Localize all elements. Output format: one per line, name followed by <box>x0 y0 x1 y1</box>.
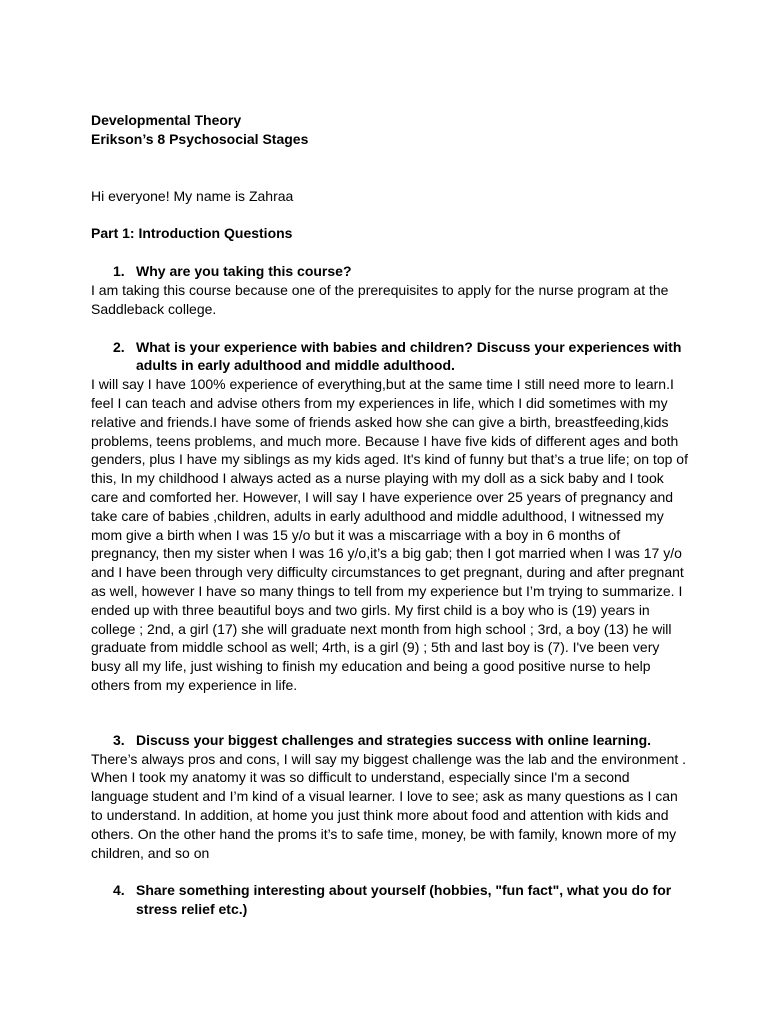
answer-3: There’s always pros and cons, I will say my biggest challenge was the lab and the environment . When I took my anatomy it was so difficult to understand, especially since I'm a second language student and I’m kind of a visual learner. I love to see; ask as many questions as I can to understand. In addition, at home you just think more about food and attention with kids and others. On the other hand the proms it’s to safe time, money, be with family, known more of my children, and so on <box>91 750 687 861</box>
document-title: Developmental Theory <box>91 112 242 128</box>
question-4 <box>91 881 691 919</box>
document-subtitle: Erikson’s 8 Psychosocial Stages <box>91 130 309 147</box>
question-text: What is your experience with babies and children? Discuss your experiences with adults in early adulthood and middle adulthood. <box>136 338 682 374</box>
question-2 <box>91 338 691 376</box>
question-number: 2. <box>113 338 125 355</box>
question-3 <box>91 731 691 750</box>
question-text: Share something interesting about yourself (hobbies, "fun fact", what you do for stress relief etc.) <box>136 882 672 918</box>
question-number: 1. <box>113 263 125 280</box>
document-body <box>91 111 691 919</box>
question-number: 4. <box>113 882 125 899</box>
question-text: Discuss your biggest challenges and strategies success with online learning. <box>136 731 652 748</box>
answer-1: I am taking this course because one of the prerequisites to apply for the nurse program at the Saddleback college. <box>91 281 669 317</box>
question-number: 3. <box>113 731 125 748</box>
part-heading: Part 1: Introduction Questions <box>91 225 293 242</box>
question-1 <box>91 262 691 281</box>
greeting-text: Hi everyone! My name is Zahraa <box>91 187 294 204</box>
answer-2: I will say I have 100% experience of everything,but at the same time I still need more to learn.I feel I can teach and advise others from my experiences in life, which I did sometimes with my relative and friends.I have some of friends asked how she can give a birth, breastfeeding,kids problems, teens problems, and much more. Because I have five kids of different ages and both genders, plus I have my siblings as my kids aged. It's kind of funny but that’s a true life; on top of this, In my childhood I always acted as a nurse playing with my doll as a sick baby and I took care and comforted her. However, I will say I have experience over 25 years of pregnancy and take care of babies ,children, adults in early adulthood and middle adulthood, I witnessed my mom give a birth when I was 15 y/o but it was a miscarriage with a boy in 6 months of pregnancy, then my sister when I was 16 y/o,it’s a big gab; then I got married when I was 17 y/o and I have been through very difficulty circumstances to get pregnant, during and after pregnant as well, however I have so many things to tell from my experience but I’m trying to summarize. I ended up with three beautiful boys and two girls. My first child is a boy who is (19) years in college ; 2nd, a girl (17) she will graduate next month from high school ; 3rd, a boy (13) he will graduate from middle school as well; 4rth, is a girl (9) ; 5th and last boy is (7). I've been very busy all my life, just wishing to finish my education and being a good positive nurse to help others from my experience in life. <box>91 376 688 693</box>
question-text: Why are you taking this course? <box>136 263 352 280</box>
